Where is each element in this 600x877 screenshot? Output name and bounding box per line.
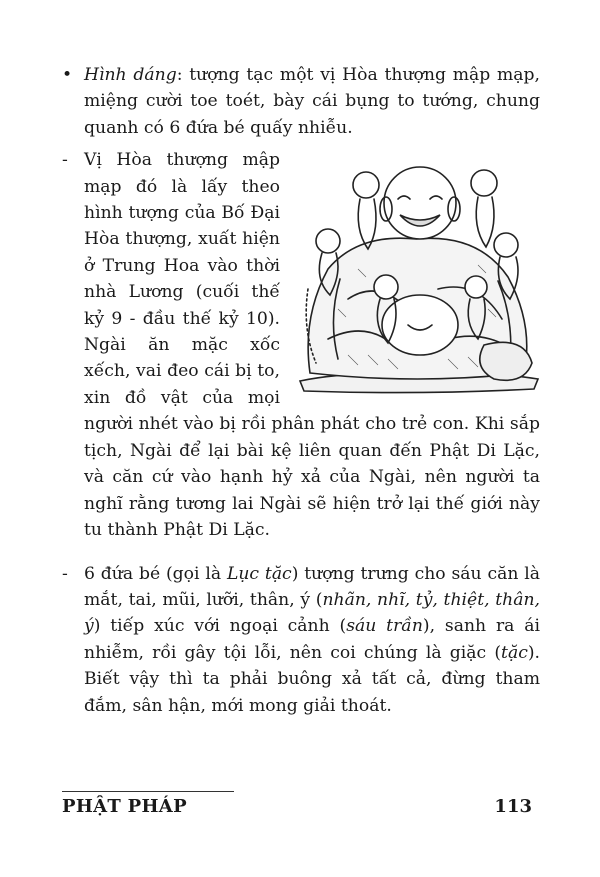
term-tac: tặc [501,642,528,663]
item-text: ), sanh ra ái nhiễm, rồi gây tội lỗi, nên coi chúng là giặc ( [84,616,540,663]
term-hinh-dang: Hình dáng [84,65,177,85]
term-sau-tran: sáu trần [346,616,423,637]
term-luc-tac: Lục tặc [226,563,292,584]
list-item [62,147,540,543]
item-text: 6 đứa bé (gọi là [84,563,227,584]
buddha-icon [288,149,546,399]
bullet-marker: • [62,65,73,85]
item-text: Vị Hòa thượng mập mạp đó là lấy theo hình tượng của Bố Đại Hòa thượng, xuất hiện ở Trung Hoa vào thời nhà Lương (cuối thế kỷ 9 - đầu thế kỷ 10). Ngài ăn mặc xốc xếch, vai đeo cái bị to, xin đồ vật của mọi người nhét vào bị rồi phân phát cho trẻ con. Khi sắp tịch, Ngài để lại bài kệ liên quan đến Phật Di Lặc, và căn cứ vào hạnh hỷ xả của Ngài, nên người ta nghĩ rằng tương lai Ngài sẽ hiện trở lại thế giới này tu thành Phật Di Lặc. [84,150,540,540]
item-text: : tượng tạc một vị Hòa thượng mập mạp, miệng cười toe toét, bày cái bụng to tướng, chung quanh có 6 đứa bé quấy nhiễu. [84,65,540,138]
dash-marker: - [62,563,68,584]
list-item [62,561,540,719]
laughing-buddha-illustration [288,149,546,399]
dash-marker: - [62,150,68,171]
body-text [62,62,540,725]
item-text: ) tiếp xúc với ngoại cảnh ( [93,616,347,637]
running-footer-title: PHẬT PHÁP [62,796,187,817]
list-item [62,62,540,141]
footer-rule [62,791,234,792]
page-number: 113 [494,796,532,817]
item-text: ). Biết vậy thì ta phải buông xả tất cả, đừng tham đắm, sân hận, mới mong giải thoát. [84,642,540,716]
item-text: ) tượng trưng cho sáu căn là mắt, tai, mũi, lưỡi, thân, ý ( [84,563,540,610]
term-sense-organs: nhãn, nhĩ, tỷ, thiệt, thân, ý [84,589,540,637]
